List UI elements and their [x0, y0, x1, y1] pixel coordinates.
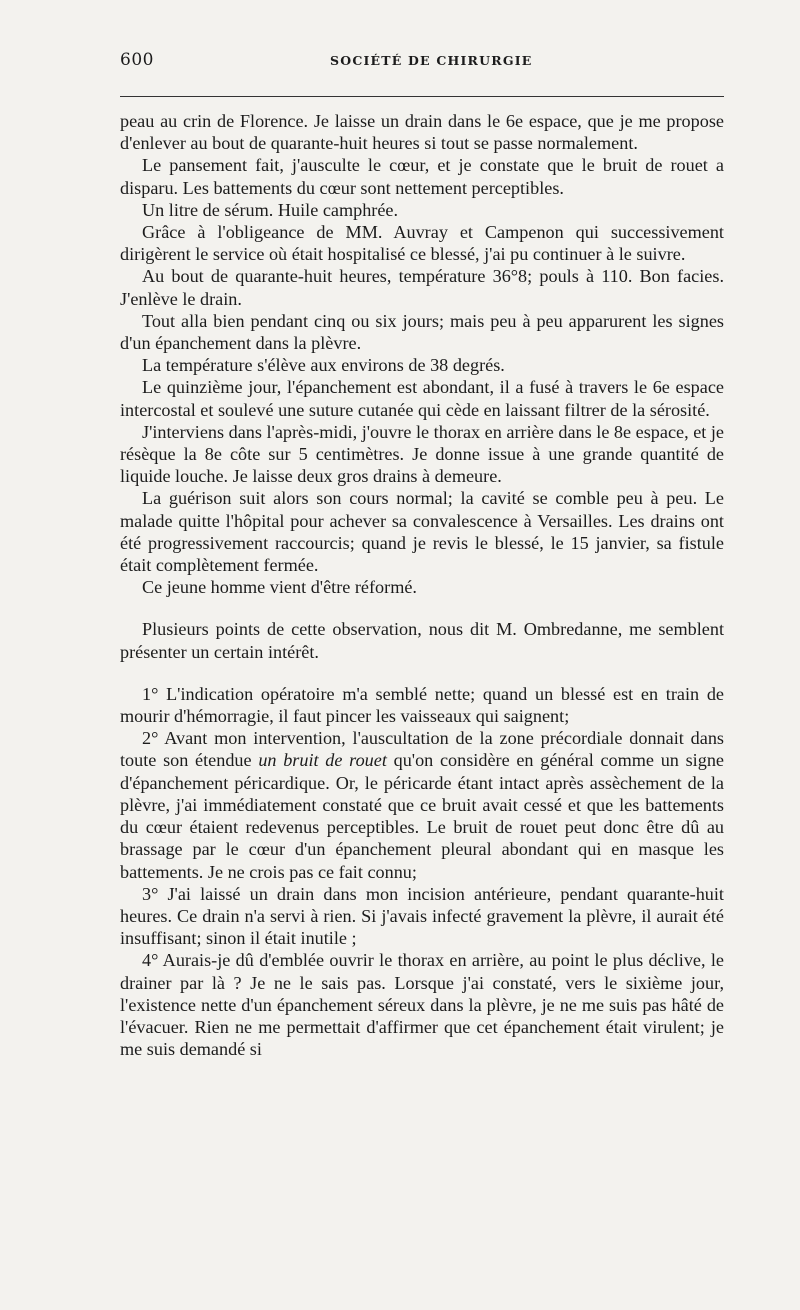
paragraph: J'interviens dans l'après-midi, j'ouvre le thorax en arrière dans le 8e espace, et je résèque la 8e côte sur 5 centimètres. Je donne issue à une grande quantité de liquide louche. Je laisse deux gros drains à demeure.: [120, 421, 724, 487]
paragraph: Le pansement fait, j'ausculte le cœur, et je constate que le bruit de rouet a disparu. Les battements du cœur sont nettement perceptibles.: [120, 155, 724, 198]
paragraph: Tout alla bien pendant cinq ou six jours; mais peu à peu apparurent les signes d'un épanchement dans la plèvre.: [120, 310, 724, 354]
paragraph: La température s'élève aux environs de 38 degrés.: [142, 355, 505, 376]
paragraph: Ce jeune homme vient d'être réformé.: [142, 577, 417, 598]
paragraph: peau au crin de Florence. Je laisse un drain dans le 6e espace, que je me propose d'enlever au bout de quarante-huit heures si tout se passe normalement.: [120, 111, 724, 154]
paragraph: Le quinzième jour, l'épanchement est abondant, il a fusé à travers le 6e espace intercostal et soulevé une suture cutanée qui cède en laissant filtrer de la sérosité.: [120, 377, 724, 420]
paragraph-text: qu'on considère en général comme un signe d'épanchement péricardique. Or, le péricarde étant intact après assèchement de la plèvre, j'ai immédiatement constaté que ce bruit avait cessé et que les battements du cœur étaient redevenus perceptibles. Le bruit de rouet peut donc être dû au brassage par le cœur d'un épanchement pleural abondant qui en masque les battements. Je ne crois pas ce fait connu;: [120, 750, 724, 882]
italic-phrase: un bruit de rouet: [258, 750, 387, 771]
running-title: SOCIÉTÉ DE CHIRURGIE: [330, 53, 533, 68]
paragraph: La guérison suit alors son cours normal; la cavité se comble peu à peu. Le malade quitte l'hôpital pour achever sa convalescence à Versailles. Les drains ont été progressivement raccourcis; quand je revis le blessé, le 15 janvier, sa fistule était complètement fermée.: [120, 488, 724, 576]
page-header: [120, 50, 724, 74]
paragraph: 4° Aurais-je dû d'emblée ouvrir le thorax en arrière, au point le plus déclive, le drainer par là ? Je ne le sais pas. Lorsque j'ai constaté, vers le sixième jour, l'existence nette d'un épanchement séreux dans la plèvre, je ne me suis pas hâté de l'évacuer. Rien ne me permettait d'affirmer que cet épanchement était virulent; je me suis demandé si: [120, 950, 724, 1060]
paragraph: 3° J'ai laissé un drain dans mon incision antérieure, pendant quarante-huit heures. Ce drain n'a servi à rien. Si j'avais infecté gravement la plèvre, il aurait été insuffisant; sinon il était inutile ;: [120, 883, 724, 949]
page-number: 600: [120, 50, 154, 70]
paragraph: Grâce à l'obligeance de MM. Auvray et Campenon qui successivement dirigèrent le service où était hospitalisé ce blessé, j'ai pu continuer à le suivre.: [120, 222, 724, 265]
paragraph: [120, 727, 724, 882]
header-rule: [120, 96, 724, 97]
paragraph: 1° L'indication opératoire m'a semblé nette; quand un blessé est en train de mourir d'hémorragie, il faut pincer les vaisseaux qui saignent;: [120, 683, 724, 727]
page: [120, 0, 724, 1310]
paragraph: Plusieurs points de cette observation, nous dit M. Ombredanne, me semblent présenter un certain intérêt.: [120, 619, 724, 662]
paragraph: Au bout de quarante-huit heures, température 36°8; pouls à 110. Bon facies. J'enlève le drain.: [120, 266, 724, 309]
body-text: [120, 110, 724, 1060]
paragraph-text: 2° Avant mon intervention, l'auscultation de la zone précordiale donnait dans toute son étendue: [120, 728, 724, 771]
paragraph: Un litre de sérum. Huile camphrée.: [142, 199, 399, 220]
